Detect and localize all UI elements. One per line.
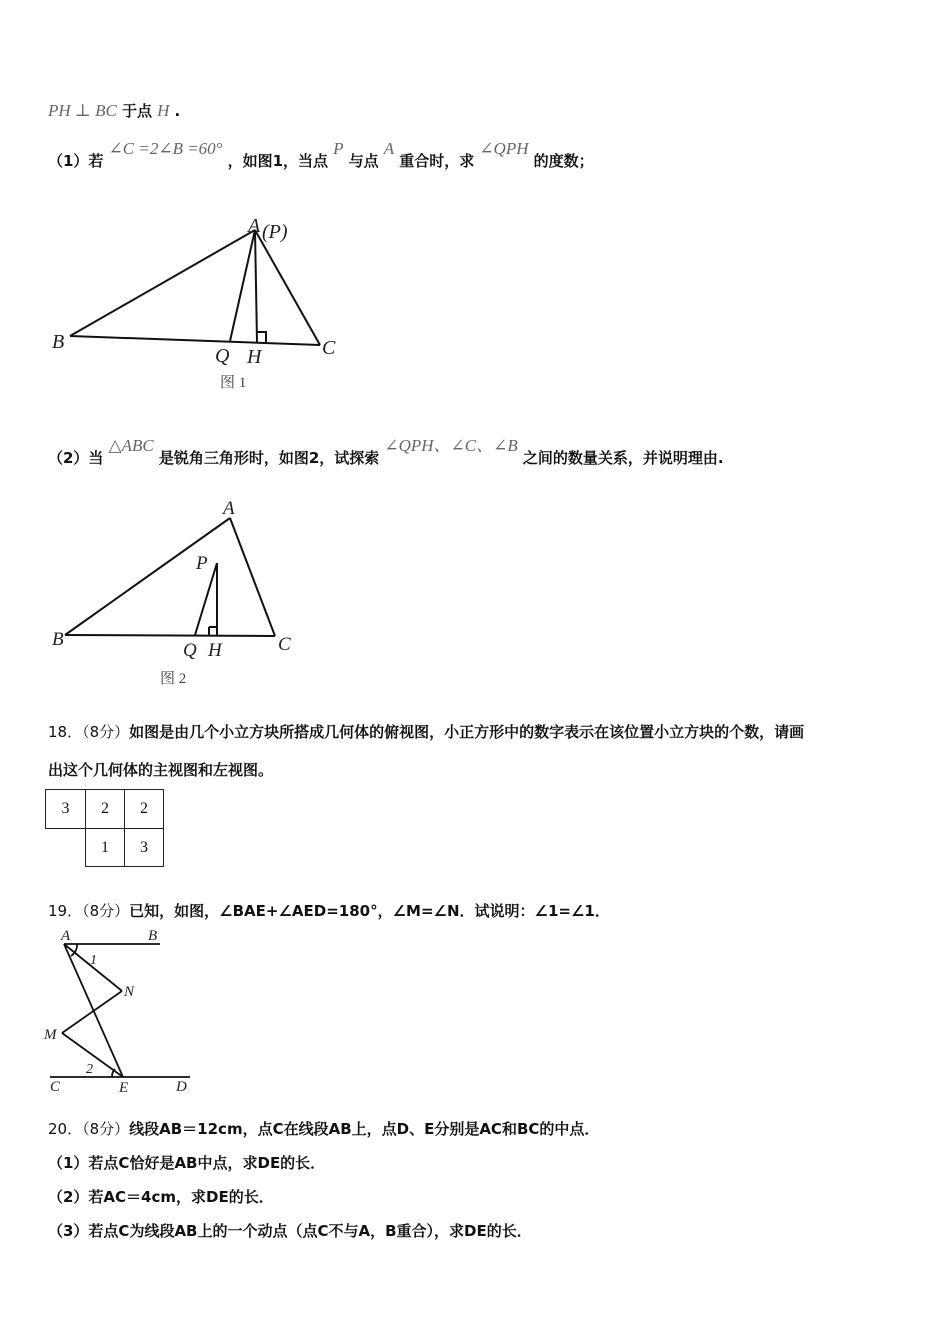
q19-label-m: M xyxy=(44,1027,57,1043)
q19-label-2: 2 xyxy=(86,1062,93,1077)
q18-text-line2: 出这个几何体的主视图和左视图。 xyxy=(48,761,274,779)
fig1-label-p: (P) xyxy=(262,221,288,243)
text-period: . xyxy=(174,102,181,120)
grid-cell: 3 xyxy=(45,789,86,829)
q20-line xyxy=(48,1118,599,1139)
fig2-label-p: P xyxy=(196,553,208,574)
q19-label-c: C xyxy=(50,1079,61,1095)
q18-line1 xyxy=(48,721,804,742)
fig1-label-c: C xyxy=(322,337,336,359)
q19-label-e: E xyxy=(119,1080,129,1096)
text-yu-dian: 于点 xyxy=(121,102,152,120)
math-a: A xyxy=(383,139,395,158)
q17-line0 xyxy=(48,100,180,121)
fig1-label-b: B xyxy=(52,331,65,353)
part1-text1: ，如图1，当点 xyxy=(227,152,329,170)
math-triangle-abc: △ABC xyxy=(108,436,154,455)
q18-number: 18． xyxy=(48,723,83,741)
fig1-caption: 图 1 xyxy=(220,375,247,391)
q19-label-b: B xyxy=(148,928,158,944)
part1-text4: 的度数； xyxy=(533,152,594,170)
q20-sub3: （3）若点C为线段AB上的一个动点（点C不与A，B重合），求DE的长． xyxy=(48,1222,532,1240)
q19-text: 已知，如图，∠BAE+∠AED=180°，∠M=∠N．试说明：∠1=∠1． xyxy=(129,902,610,920)
q19-label-a: A xyxy=(61,928,71,944)
fig2-caption: 图 2 xyxy=(160,671,187,687)
q19-label-1: 1 xyxy=(90,953,97,968)
q19-label-d: D xyxy=(176,1079,187,1095)
grid-cell: 2 xyxy=(124,789,164,829)
q20-score: （8分） xyxy=(82,1120,130,1138)
q20-text: 线段AB＝12cm，点C在线段AB上，点D、E分别是AC和BC的中点． xyxy=(129,1120,600,1138)
q17-part2 xyxy=(48,436,724,468)
q19-label-n: N xyxy=(124,984,135,1000)
grid-cell: 2 xyxy=(85,789,125,829)
grid-cell: 3 xyxy=(124,828,164,867)
fig1-label-h: H xyxy=(247,346,262,368)
figure-q19 xyxy=(40,925,200,1100)
part2-text1: 是锐角三角形时，如图2，试探索 xyxy=(158,449,380,467)
math-angle-qph: ∠QPH xyxy=(479,139,529,158)
math-p: P xyxy=(333,139,344,158)
part1-text2: 与点 xyxy=(348,152,379,170)
fig2-label-c: C xyxy=(278,634,291,655)
math-h: H xyxy=(157,101,170,120)
fig2-label-q: Q xyxy=(183,640,197,661)
part1-label: （1）若 xyxy=(48,152,104,170)
math-ph-perp-bc: PH ⊥ BC xyxy=(48,101,117,120)
q20-number: 20． xyxy=(48,1120,83,1138)
fig2-label-a: A xyxy=(223,498,235,519)
q18-text-line1: 如图是由几个小立方块所搭成几何体的俯视图，小正方形中的数字表示在该位置小立方块的个数，请画 xyxy=(129,723,805,741)
fig2-label-h: H xyxy=(208,640,222,661)
q17-part1 xyxy=(48,139,594,171)
figure-2 xyxy=(40,493,320,668)
fig1-label-a: A xyxy=(248,215,261,237)
q19-number: 19． xyxy=(48,902,83,920)
fig1-label-q: Q xyxy=(215,345,230,367)
q18-score: （8分） xyxy=(82,723,130,741)
math-angle-c-2b: ∠C =2∠B =60° xyxy=(108,139,223,158)
fig2-label-b: B xyxy=(52,629,64,650)
q20-sub2: （2）若AC＝4cm，求DE的长． xyxy=(48,1188,274,1206)
part1-text3: 重合时，求 xyxy=(399,152,475,170)
part2-label: （2）当 xyxy=(48,449,104,467)
part2-text2: 之间的数量关系，并说明理由. xyxy=(522,449,724,467)
q19-score: （8分） xyxy=(82,902,130,920)
q19-line xyxy=(48,900,610,921)
math-angles: ∠QPH、∠C、∠B xyxy=(384,436,518,455)
grid-cell: 1 xyxy=(85,828,125,867)
figure-1 xyxy=(40,210,360,395)
q20-sub1: （1）若点C恰好是AB中点，求DE的长． xyxy=(48,1154,326,1172)
